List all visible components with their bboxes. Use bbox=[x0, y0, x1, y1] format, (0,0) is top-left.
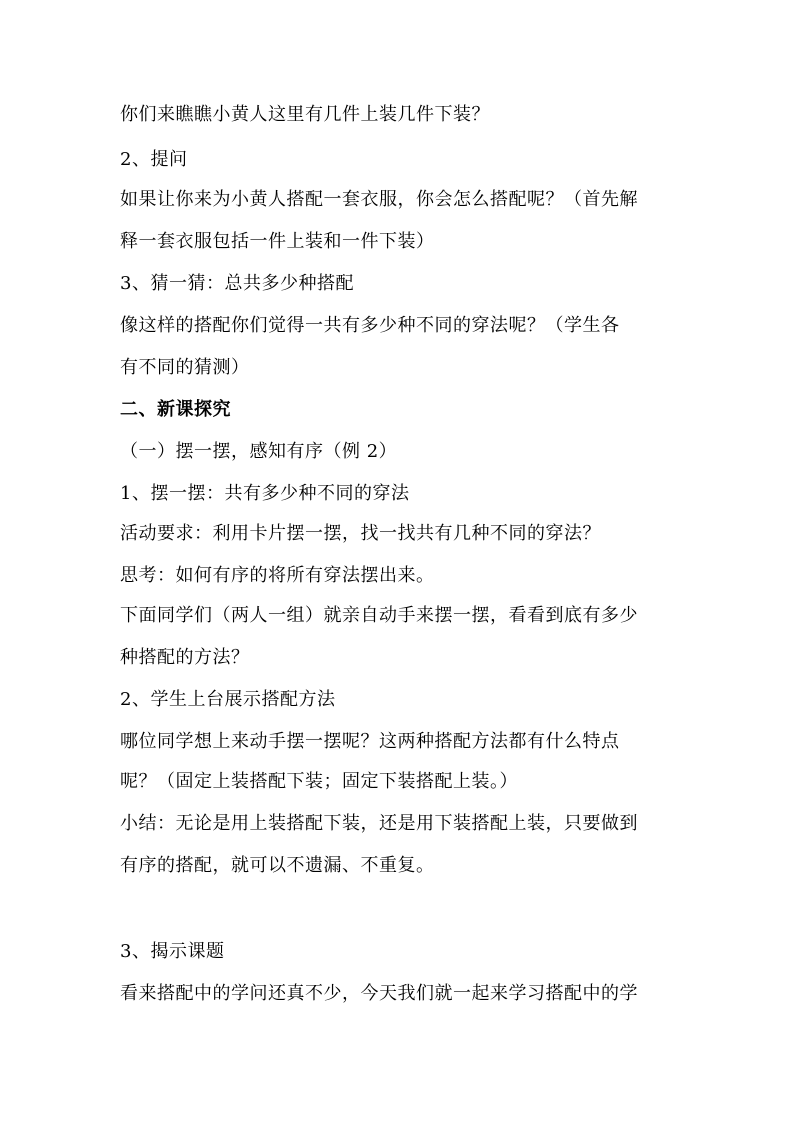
paragraph-line: 呢？（固定上装搭配下装；固定下装搭配上装。） bbox=[120, 771, 518, 792]
paragraph-line: 思考：如何有序的将所有穿法摆出来。 bbox=[120, 565, 435, 586]
paragraph-line: 你们来瞧瞧小黄人这里有几件上装几件下装？ bbox=[120, 104, 490, 125]
paragraph-line: 像这样的搭配你们觉得一共有多少种不同的穿法呢？（学生各 bbox=[120, 315, 620, 336]
section-title: 二、新课探究 bbox=[120, 399, 231, 420]
paragraph-line: 释一套衣服包括一件上装和一件下装） bbox=[120, 231, 435, 252]
section-heading: 1、摆一摆：共有多少种不同的穿法 bbox=[120, 483, 410, 504]
paragraph-line: 如果让你来为小黄人搭配一套衣服，你会怎么搭配呢？（首先解 bbox=[120, 189, 638, 210]
paragraph-line: 哪位同学想上来动手摆一摆呢？这两种搭配方法都有什么特点 bbox=[120, 731, 620, 752]
section-heading: 2、提问 bbox=[120, 149, 188, 170]
paragraph-line: 有序的搭配，就可以不遗漏、不重复。 bbox=[120, 855, 435, 876]
paragraph-line: 下面同学们（两人一组）就亲自动手来摆一摆，看看到底有多少 bbox=[120, 605, 638, 626]
section-heading: 3、揭示课题 bbox=[120, 941, 225, 962]
section-heading: 3、猜一猜：总共多少种搭配 bbox=[120, 273, 354, 294]
paragraph-line: 有不同的猜测） bbox=[120, 357, 250, 378]
paragraph-line: 看来搭配中的学问还真不少，今天我们就一起来学习搭配中的学 bbox=[120, 983, 638, 1004]
paragraph-line: 小结：无论是用上装搭配下装，还是用下装搭配上装，只要做到 bbox=[120, 813, 638, 834]
paragraph-line: 种搭配的方法？ bbox=[120, 647, 250, 668]
paragraph-line: 活动要求：利用卡片摆一摆，找一找共有几种不同的穿法？ bbox=[120, 523, 601, 544]
subsection-heading: （一）摆一摆，感知有序（例 2） bbox=[120, 441, 398, 462]
section-heading: 2、学生上台展示搭配方法 bbox=[120, 689, 336, 710]
